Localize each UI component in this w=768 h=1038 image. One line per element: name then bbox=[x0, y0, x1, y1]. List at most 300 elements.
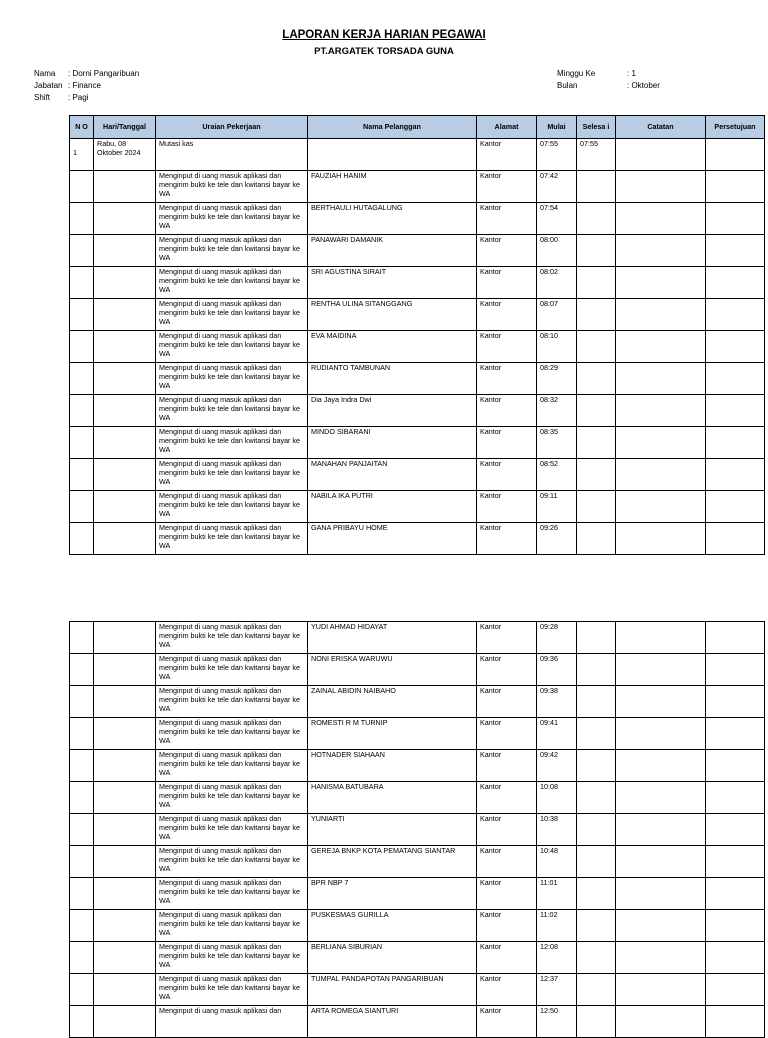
cell-hari bbox=[94, 878, 156, 910]
cell-hari bbox=[94, 846, 156, 878]
cell-selesai: 07:55 bbox=[577, 139, 616, 171]
cell-hari bbox=[94, 750, 156, 782]
cell-hari bbox=[94, 686, 156, 718]
row-number bbox=[73, 492, 90, 501]
cell-uraian: Mutasi kas bbox=[156, 139, 308, 171]
table-row bbox=[70, 846, 765, 878]
cell-alamat: Kantor bbox=[477, 942, 537, 974]
row-number bbox=[73, 236, 90, 245]
info-value: : 1 bbox=[627, 69, 636, 78]
cell-pelanggan: NABILA IKA PUTRI bbox=[308, 491, 477, 523]
cell-persetujuan bbox=[706, 974, 765, 1006]
cell-uraian: Menginput di uang masuk aplikasi dan mengirim bukti ke tele dan kwitansi bayar ke WA bbox=[156, 203, 308, 235]
cell-no bbox=[70, 427, 94, 459]
employee-info bbox=[34, 68, 139, 104]
table-row bbox=[70, 782, 765, 814]
cell-pelanggan: GANA PRIBAYU HOME bbox=[308, 523, 477, 555]
row-number bbox=[73, 300, 90, 309]
work-log-table bbox=[69, 115, 765, 555]
cell-uraian: Menginput di uang masuk aplikasi dan mengirim bukti ke tele dan kwitansi bayar ke WA bbox=[156, 718, 308, 750]
cell-uraian: Menginput di uang masuk aplikasi dan mengirim bukti ke tele dan kwitansi bayar ke WA bbox=[156, 622, 308, 654]
cell-selesai bbox=[577, 491, 616, 523]
cell-no bbox=[70, 1006, 94, 1038]
row-number bbox=[73, 396, 90, 405]
cell-selesai bbox=[577, 267, 616, 299]
table-row bbox=[70, 203, 765, 235]
cell-alamat: Kantor bbox=[477, 235, 537, 267]
table-row bbox=[70, 235, 765, 267]
cell-alamat: Kantor bbox=[477, 267, 537, 299]
cell-catatan bbox=[616, 814, 706, 846]
row-number bbox=[73, 783, 90, 792]
cell-catatan bbox=[616, 523, 706, 555]
row-number bbox=[73, 1007, 90, 1016]
cell-mulai: 08:32 bbox=[537, 395, 577, 427]
row-number bbox=[73, 524, 90, 533]
cell-no bbox=[70, 686, 94, 718]
cell-mulai: 07:42 bbox=[537, 171, 577, 203]
row-number bbox=[73, 428, 90, 437]
info-label: Jabatan bbox=[34, 81, 63, 90]
cell-uraian: Menginput di uang masuk aplikasi dan mengirim bukti ke tele dan kwitansi bayar ke WA bbox=[156, 459, 308, 491]
cell-persetujuan bbox=[706, 171, 765, 203]
cell-pelanggan: PANAWARI DAMANIK bbox=[308, 235, 477, 267]
cell-alamat: Kantor bbox=[477, 299, 537, 331]
cell-hari bbox=[94, 782, 156, 814]
cell-pelanggan: SRI AGUSTINA SIRAIT bbox=[308, 267, 477, 299]
cell-hari bbox=[94, 491, 156, 523]
work-log-table-continued bbox=[69, 621, 765, 1038]
cell-uraian: Menginput di uang masuk aplikasi dan mengirim bukti ke tele dan kwitansi bayar ke WA bbox=[156, 491, 308, 523]
cell-pelanggan: ARTA ROMEGA SIANTURI bbox=[308, 1006, 477, 1038]
info-row-nama bbox=[34, 68, 139, 80]
table-row bbox=[70, 395, 765, 427]
cell-persetujuan bbox=[706, 910, 765, 942]
cell-no bbox=[70, 523, 94, 555]
cell-persetujuan bbox=[706, 491, 765, 523]
table-row bbox=[70, 654, 765, 686]
cell-mulai: 10:48 bbox=[537, 846, 577, 878]
cell-no bbox=[70, 331, 94, 363]
cell-selesai bbox=[577, 363, 616, 395]
col-header-persetujuan: Persetujuan bbox=[706, 116, 765, 139]
cell-catatan bbox=[616, 846, 706, 878]
cell-pelanggan: ZAINAL ABIDIN NAIBAHO bbox=[308, 686, 477, 718]
cell-persetujuan bbox=[706, 395, 765, 427]
cell-hari bbox=[94, 974, 156, 1006]
cell-persetujuan bbox=[706, 203, 765, 235]
table-header-row bbox=[70, 116, 765, 139]
cell-mulai: 12:08 bbox=[537, 942, 577, 974]
cell-mulai: 12:50 bbox=[537, 1006, 577, 1038]
cell-no bbox=[70, 203, 94, 235]
cell-catatan bbox=[616, 267, 706, 299]
cell-pelanggan: FAUZIAH HANIM bbox=[308, 171, 477, 203]
row-number bbox=[73, 460, 90, 469]
col-header-catatan: Catatan bbox=[616, 116, 706, 139]
cell-selesai bbox=[577, 846, 616, 878]
cell-catatan bbox=[616, 782, 706, 814]
cell-persetujuan bbox=[706, 427, 765, 459]
cell-pelanggan: HANISMA BATUBARA bbox=[308, 782, 477, 814]
cell-mulai: 08:10 bbox=[537, 331, 577, 363]
table-row bbox=[70, 942, 765, 974]
table-row bbox=[70, 750, 765, 782]
info-value: : Pagi bbox=[68, 93, 89, 102]
row-number bbox=[73, 332, 90, 341]
row-number bbox=[73, 943, 90, 952]
cell-alamat: Kantor bbox=[477, 814, 537, 846]
table-row bbox=[70, 299, 765, 331]
table-row bbox=[70, 878, 765, 910]
cell-mulai: 08:07 bbox=[537, 299, 577, 331]
table-row bbox=[70, 331, 765, 363]
cell-hari bbox=[94, 363, 156, 395]
cell-pelanggan: BERTHAULI HUTAGALUNG bbox=[308, 203, 477, 235]
cell-selesai bbox=[577, 878, 616, 910]
cell-persetujuan bbox=[706, 1006, 765, 1038]
info-label: Shift bbox=[34, 93, 51, 102]
cell-no bbox=[70, 622, 94, 654]
cell-uraian: Menginput di uang masuk aplikasi dan mengirim bukti ke tele dan kwitansi bayar ke WA bbox=[156, 782, 308, 814]
cell-catatan bbox=[616, 299, 706, 331]
cell-catatan bbox=[616, 491, 706, 523]
table-row bbox=[70, 814, 765, 846]
cell-selesai bbox=[577, 622, 616, 654]
cell-selesai bbox=[577, 910, 616, 942]
cell-pelanggan: RENTHA ULINA SITANGGANG bbox=[308, 299, 477, 331]
company-name: PT.ARGATEK TORSADA GUNA bbox=[314, 46, 454, 57]
cell-selesai bbox=[577, 459, 616, 491]
cell-uraian: Menginput di uang masuk aplikasi dan mengirim bukti ke tele dan kwitansi bayar ke WA bbox=[156, 299, 308, 331]
cell-mulai: 07:55 bbox=[537, 139, 577, 171]
cell-selesai bbox=[577, 1006, 616, 1038]
cell-pelanggan: Dia Jaya Indra Dwi bbox=[308, 395, 477, 427]
cell-catatan bbox=[616, 203, 706, 235]
row-number bbox=[73, 847, 90, 856]
cell-alamat: Kantor bbox=[477, 622, 537, 654]
col-header-no: N O bbox=[70, 116, 94, 139]
row-number bbox=[73, 751, 90, 760]
cell-uraian: Menginput di uang masuk aplikasi dan mengirim bukti ke tele dan kwitansi bayar ke WA bbox=[156, 878, 308, 910]
cell-mulai: 09:41 bbox=[537, 718, 577, 750]
table-row bbox=[70, 267, 765, 299]
cell-hari bbox=[94, 395, 156, 427]
row-number bbox=[73, 204, 90, 213]
cell-uraian: Menginput di uang masuk aplikasi dan mengirim bukti ke tele dan kwitansi bayar ke WA bbox=[156, 910, 308, 942]
cell-catatan bbox=[616, 622, 706, 654]
cell-hari bbox=[94, 427, 156, 459]
cell-mulai: 09:26 bbox=[537, 523, 577, 555]
row-number: 1 bbox=[73, 148, 77, 157]
cell-pelanggan: YUNIARTI bbox=[308, 814, 477, 846]
cell-mulai: 09:38 bbox=[537, 686, 577, 718]
col-header-hari: Hari/Tanggal bbox=[94, 116, 156, 139]
table-row bbox=[70, 171, 765, 203]
cell-hari bbox=[94, 267, 156, 299]
info-row-bulan bbox=[557, 80, 660, 92]
cell-mulai: 08:00 bbox=[537, 235, 577, 267]
cell-alamat: Kantor bbox=[477, 1006, 537, 1038]
cell-persetujuan bbox=[706, 235, 765, 267]
table-row bbox=[70, 974, 765, 1006]
cell-pelanggan bbox=[308, 139, 477, 171]
table-row bbox=[70, 139, 765, 171]
cell-no bbox=[70, 942, 94, 974]
cell-mulai: 09:28 bbox=[537, 622, 577, 654]
cell-mulai: 09:36 bbox=[537, 654, 577, 686]
cell-pelanggan: MANAHAN PANJAITAN bbox=[308, 459, 477, 491]
cell-hari bbox=[94, 171, 156, 203]
cell-catatan bbox=[616, 363, 706, 395]
cell-selesai bbox=[577, 171, 616, 203]
cell-alamat: Kantor bbox=[477, 491, 537, 523]
cell-persetujuan bbox=[706, 942, 765, 974]
cell-catatan bbox=[616, 942, 706, 974]
cell-pelanggan: TUMPAL PANDAPOTAN PANGARIBUAN bbox=[308, 974, 477, 1006]
cell-persetujuan bbox=[706, 299, 765, 331]
cell-pelanggan: RUDIANTO TAMBUNAN bbox=[308, 363, 477, 395]
cell-mulai: 10:08 bbox=[537, 782, 577, 814]
cell-no bbox=[70, 363, 94, 395]
cell-uraian: Menginput di uang masuk aplikasi dan mengirim bukti ke tele dan kwitansi bayar ke WA bbox=[156, 235, 308, 267]
cell-alamat: Kantor bbox=[477, 878, 537, 910]
cell-catatan bbox=[616, 171, 706, 203]
table-row bbox=[70, 491, 765, 523]
row-number bbox=[73, 687, 90, 696]
table-row bbox=[70, 427, 765, 459]
cell-alamat: Kantor bbox=[477, 171, 537, 203]
cell-mulai: 08:35 bbox=[537, 427, 577, 459]
cell-hari bbox=[94, 814, 156, 846]
cell-hari: Rabu, 08 Oktober 2024 bbox=[94, 139, 156, 171]
cell-mulai: 08:02 bbox=[537, 267, 577, 299]
cell-persetujuan bbox=[706, 878, 765, 910]
cell-pelanggan: PUSKESMAS GURILLA bbox=[308, 910, 477, 942]
cell-pelanggan: YUDI AHMAD HIDAYAT bbox=[308, 622, 477, 654]
cell-uraian: Menginput di uang masuk aplikasi dan mengirim bukti ke tele dan kwitansi bayar ke WA bbox=[156, 267, 308, 299]
cell-alamat: Kantor bbox=[477, 363, 537, 395]
row-number bbox=[73, 911, 90, 920]
cell-no bbox=[70, 718, 94, 750]
cell-hari bbox=[94, 331, 156, 363]
cell-selesai bbox=[577, 718, 616, 750]
table-row bbox=[70, 459, 765, 491]
cell-hari bbox=[94, 910, 156, 942]
cell-alamat: Kantor bbox=[477, 523, 537, 555]
cell-persetujuan bbox=[706, 331, 765, 363]
cell-mulai: 07:54 bbox=[537, 203, 577, 235]
cell-pelanggan: EVA MAIDINA bbox=[308, 331, 477, 363]
cell-alamat: Kantor bbox=[477, 846, 537, 878]
cell-alamat: Kantor bbox=[477, 974, 537, 1006]
cell-uraian: Menginput di uang masuk aplikasi dan mengirim bukti ke tele dan kwitansi bayar ke WA bbox=[156, 654, 308, 686]
cell-hari bbox=[94, 459, 156, 491]
row-number bbox=[73, 364, 90, 373]
cell-uraian: Menginput di uang masuk aplikasi dan bbox=[156, 1006, 308, 1038]
col-header-alamat: Alamat bbox=[477, 116, 537, 139]
cell-hari bbox=[94, 718, 156, 750]
info-value: : Dorni Pangaribuan bbox=[68, 69, 140, 78]
cell-selesai bbox=[577, 750, 616, 782]
cell-alamat: Kantor bbox=[477, 427, 537, 459]
cell-selesai bbox=[577, 331, 616, 363]
cell-alamat: Kantor bbox=[477, 139, 537, 171]
cell-persetujuan bbox=[706, 654, 765, 686]
cell-catatan bbox=[616, 1006, 706, 1038]
period-info bbox=[557, 68, 660, 92]
cell-persetujuan bbox=[706, 622, 765, 654]
table-row bbox=[70, 910, 765, 942]
cell-persetujuan bbox=[706, 718, 765, 750]
cell-persetujuan bbox=[706, 750, 765, 782]
info-row-shift bbox=[34, 92, 139, 104]
cell-persetujuan bbox=[706, 686, 765, 718]
row-number bbox=[73, 172, 90, 181]
table-row bbox=[70, 686, 765, 718]
cell-no bbox=[70, 782, 94, 814]
cell-alamat: Kantor bbox=[477, 782, 537, 814]
info-row-jabatan bbox=[34, 80, 139, 92]
row-number bbox=[73, 815, 90, 824]
cell-persetujuan bbox=[706, 782, 765, 814]
cell-catatan bbox=[616, 427, 706, 459]
cell-uraian: Menginput di uang masuk aplikasi dan mengirim bukti ke tele dan kwitansi bayar ke WA bbox=[156, 171, 308, 203]
cell-selesai bbox=[577, 974, 616, 1006]
cell-no bbox=[70, 459, 94, 491]
cell-pelanggan: BERLIANA SIBURIAN bbox=[308, 942, 477, 974]
cell-mulai: 10:38 bbox=[537, 814, 577, 846]
cell-pelanggan: BPR NBP 7 bbox=[308, 878, 477, 910]
cell-mulai: 09:11 bbox=[537, 491, 577, 523]
cell-catatan bbox=[616, 459, 706, 491]
cell-selesai bbox=[577, 686, 616, 718]
row-number bbox=[73, 623, 90, 632]
cell-no bbox=[70, 974, 94, 1006]
cell-uraian: Menginput di uang masuk aplikasi dan mengirim bukti ke tele dan kwitansi bayar ke WA bbox=[156, 331, 308, 363]
info-row-minggu bbox=[557, 68, 660, 80]
cell-mulai: 12:37 bbox=[537, 974, 577, 1006]
cell-hari bbox=[94, 203, 156, 235]
cell-uraian: Menginput di uang masuk aplikasi dan mengirim bukti ke tele dan kwitansi bayar ke WA bbox=[156, 523, 308, 555]
cell-mulai: 08:52 bbox=[537, 459, 577, 491]
table-body bbox=[70, 622, 765, 1038]
cell-hari bbox=[94, 523, 156, 555]
cell-no bbox=[70, 654, 94, 686]
cell-hari bbox=[94, 654, 156, 686]
row-number bbox=[73, 268, 90, 277]
cell-catatan bbox=[616, 331, 706, 363]
cell-selesai bbox=[577, 203, 616, 235]
cell-no bbox=[70, 139, 94, 171]
cell-catatan bbox=[616, 750, 706, 782]
cell-alamat: Kantor bbox=[477, 654, 537, 686]
cell-selesai bbox=[577, 395, 616, 427]
row-number bbox=[73, 975, 90, 984]
cell-pelanggan: NONI ERISKA WARUWU bbox=[308, 654, 477, 686]
cell-alamat: Kantor bbox=[477, 910, 537, 942]
report-title: LAPORAN KERJA HARIAN PEGAWAI bbox=[282, 29, 486, 41]
cell-catatan bbox=[616, 974, 706, 1006]
cell-alamat: Kantor bbox=[477, 718, 537, 750]
cell-pelanggan: MINDO SIBARANI bbox=[308, 427, 477, 459]
cell-alamat: Kantor bbox=[477, 686, 537, 718]
table-body bbox=[70, 139, 765, 555]
row-number bbox=[73, 879, 90, 888]
cell-uraian: Menginput di uang masuk aplikasi dan mengirim bukti ke tele dan kwitansi bayar ke WA bbox=[156, 427, 308, 459]
cell-alamat: Kantor bbox=[477, 459, 537, 491]
cell-no bbox=[70, 846, 94, 878]
cell-persetujuan bbox=[706, 523, 765, 555]
cell-mulai: 08:29 bbox=[537, 363, 577, 395]
cell-mulai: 11:02 bbox=[537, 910, 577, 942]
cell-no bbox=[70, 878, 94, 910]
cell-pelanggan: HOTNADER SIAHAAN bbox=[308, 750, 477, 782]
cell-selesai bbox=[577, 427, 616, 459]
cell-no bbox=[70, 910, 94, 942]
row-number bbox=[73, 719, 90, 728]
cell-selesai bbox=[577, 782, 616, 814]
cell-persetujuan bbox=[706, 267, 765, 299]
info-label: Nama bbox=[34, 69, 56, 78]
info-label: Bulan bbox=[557, 81, 578, 90]
cell-hari bbox=[94, 942, 156, 974]
cell-catatan bbox=[616, 910, 706, 942]
cell-mulai: 09:42 bbox=[537, 750, 577, 782]
cell-alamat: Kantor bbox=[477, 395, 537, 427]
table-row bbox=[70, 363, 765, 395]
cell-no bbox=[70, 395, 94, 427]
cell-uraian: Menginput di uang masuk aplikasi dan mengirim bukti ke tele dan kwitansi bayar ke WA bbox=[156, 814, 308, 846]
cell-selesai bbox=[577, 942, 616, 974]
col-header-selesai: Selesa i bbox=[577, 116, 616, 139]
table-row bbox=[70, 1006, 765, 1038]
cell-persetujuan bbox=[706, 814, 765, 846]
cell-uraian: Menginput di uang masuk aplikasi dan mengirim bukti ke tele dan kwitansi bayar ke WA bbox=[156, 363, 308, 395]
cell-uraian: Menginput di uang masuk aplikasi dan mengirim bukti ke tele dan kwitansi bayar ke WA bbox=[156, 846, 308, 878]
cell-persetujuan bbox=[706, 363, 765, 395]
cell-no bbox=[70, 750, 94, 782]
cell-persetujuan bbox=[706, 459, 765, 491]
cell-selesai bbox=[577, 814, 616, 846]
cell-selesai bbox=[577, 299, 616, 331]
cell-catatan bbox=[616, 139, 706, 171]
cell-alamat: Kantor bbox=[477, 331, 537, 363]
row-number bbox=[73, 655, 90, 664]
cell-no bbox=[70, 171, 94, 203]
col-header-mulai: Mulai bbox=[537, 116, 577, 139]
cell-hari bbox=[94, 299, 156, 331]
cell-hari bbox=[94, 1006, 156, 1038]
cell-uraian: Menginput di uang masuk aplikasi dan mengirim bukti ke tele dan kwitansi bayar ke WA bbox=[156, 395, 308, 427]
cell-catatan bbox=[616, 686, 706, 718]
cell-no bbox=[70, 267, 94, 299]
cell-uraian: Menginput di uang masuk aplikasi dan mengirim bukti ke tele dan kwitansi bayar ke WA bbox=[156, 974, 308, 1006]
info-value: : Oktober bbox=[627, 81, 660, 90]
cell-hari bbox=[94, 622, 156, 654]
cell-catatan bbox=[616, 718, 706, 750]
info-value: : Finance bbox=[68, 81, 101, 90]
col-header-uraian: Uraian Pekerjaan bbox=[156, 116, 308, 139]
cell-selesai bbox=[577, 523, 616, 555]
cell-no bbox=[70, 299, 94, 331]
col-header-pelanggan: Nama Pelanggan bbox=[308, 116, 477, 139]
cell-uraian: Menginput di uang masuk aplikasi dan mengirim bukti ke tele dan kwitansi bayar ke WA bbox=[156, 686, 308, 718]
cell-catatan bbox=[616, 654, 706, 686]
table-row bbox=[70, 622, 765, 654]
cell-alamat: Kantor bbox=[477, 203, 537, 235]
cell-no bbox=[70, 491, 94, 523]
